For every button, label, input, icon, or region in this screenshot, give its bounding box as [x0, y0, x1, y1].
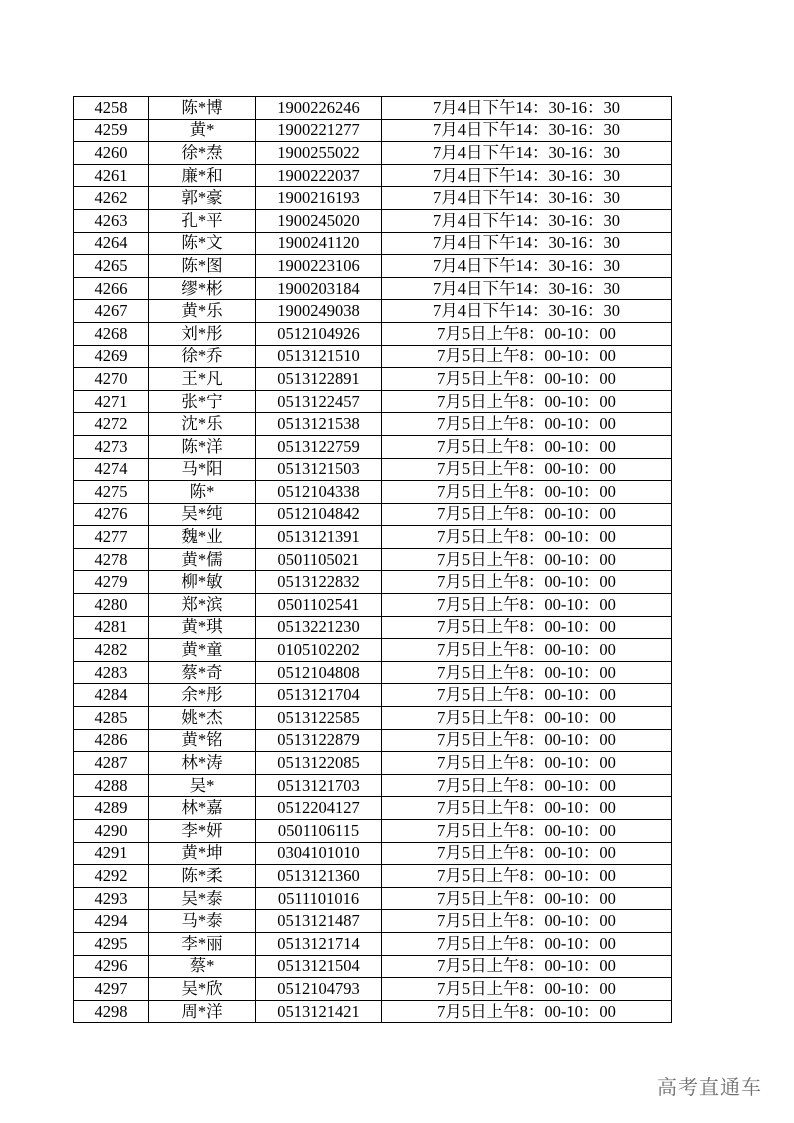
id-number-cell: 0513122832 — [256, 571, 382, 594]
row-number-cell: 4293 — [74, 887, 149, 910]
name-cell: 王*凡 — [149, 368, 256, 391]
row-number-cell: 4295 — [74, 932, 149, 955]
id-number-cell: 0513121391 — [256, 526, 382, 549]
time-slot-cell: 7月4日下午14：30-16：30 — [382, 119, 672, 142]
id-number-cell: 0513122879 — [256, 729, 382, 752]
row-number-cell: 4275 — [74, 481, 149, 504]
name-cell: 徐*乔 — [149, 345, 256, 368]
id-number-cell: 1900245020 — [256, 209, 382, 232]
id-number-cell: 0512104793 — [256, 978, 382, 1001]
id-number-cell: 0513122457 — [256, 390, 382, 413]
row-number-cell: 4287 — [74, 752, 149, 775]
name-cell: 黄*乐 — [149, 300, 256, 323]
id-number-cell: 0513121421 — [256, 1000, 382, 1023]
id-number-cell: 0512104808 — [256, 661, 382, 684]
table-row — [74, 368, 672, 391]
id-number-cell: 0513121360 — [256, 865, 382, 888]
id-number-cell: 0501102541 — [256, 594, 382, 617]
time-slot-cell: 7月5日上午8：00-10：00 — [382, 1000, 672, 1023]
id-number-cell: 0513121504 — [256, 955, 382, 978]
table-row — [74, 752, 672, 775]
time-slot-cell: 7月5日上午8：00-10：00 — [382, 978, 672, 1001]
table-row — [74, 661, 672, 684]
name-cell: 陈*图 — [149, 255, 256, 278]
id-number-cell: 1900226246 — [256, 97, 382, 120]
row-number-cell: 4281 — [74, 616, 149, 639]
name-cell: 郭*豪 — [149, 187, 256, 210]
time-slot-cell: 7月5日上午8：00-10：00 — [382, 661, 672, 684]
time-slot-cell: 7月5日上午8：00-10：00 — [382, 548, 672, 571]
name-cell: 林*嘉 — [149, 797, 256, 820]
table-row — [74, 955, 672, 978]
row-number-cell: 4277 — [74, 526, 149, 549]
name-cell: 刘*彤 — [149, 322, 256, 345]
row-number-cell: 4272 — [74, 413, 149, 436]
row-number-cell: 4283 — [74, 661, 149, 684]
time-slot-cell: 7月5日上午8：00-10：00 — [382, 390, 672, 413]
time-slot-cell: 7月5日上午8：00-10：00 — [382, 413, 672, 436]
table-row — [74, 684, 672, 707]
watermark-text: 高考直通车 — [657, 1075, 762, 1099]
name-cell: 吴* — [149, 774, 256, 797]
time-slot-cell: 7月5日上午8：00-10：00 — [382, 684, 672, 707]
table-row — [74, 255, 672, 278]
time-slot-cell: 7月5日上午8：00-10：00 — [382, 910, 672, 933]
row-number-cell: 4259 — [74, 119, 149, 142]
row-number-cell: 4296 — [74, 955, 149, 978]
row-number-cell: 4276 — [74, 503, 149, 526]
name-cell: 黄*铭 — [149, 729, 256, 752]
name-cell: 吴*纯 — [149, 503, 256, 526]
row-number-cell: 4264 — [74, 232, 149, 255]
table-row — [74, 322, 672, 345]
time-slot-cell: 7月5日上午8：00-10：00 — [382, 955, 672, 978]
time-slot-cell: 7月4日下午14：30-16：30 — [382, 300, 672, 323]
name-cell: 陈*柔 — [149, 865, 256, 888]
name-cell: 蔡*奇 — [149, 661, 256, 684]
row-number-cell: 4294 — [74, 910, 149, 933]
row-number-cell: 4266 — [74, 277, 149, 300]
table-row — [74, 209, 672, 232]
table-row — [74, 413, 672, 436]
time-slot-cell: 7月5日上午8：00-10：00 — [382, 865, 672, 888]
name-cell: 黄*琪 — [149, 616, 256, 639]
table-row — [74, 797, 672, 820]
time-slot-cell: 7月4日下午14：30-16：30 — [382, 164, 672, 187]
time-slot-cell: 7月5日上午8：00-10：00 — [382, 752, 672, 775]
row-number-cell: 4284 — [74, 684, 149, 707]
name-cell: 张*宁 — [149, 390, 256, 413]
name-cell: 陈*博 — [149, 97, 256, 120]
name-cell: 陈* — [149, 481, 256, 504]
time-slot-cell: 7月5日上午8：00-10：00 — [382, 797, 672, 820]
table-row — [74, 526, 672, 549]
row-number-cell: 4292 — [74, 865, 149, 888]
name-cell: 徐*焘 — [149, 142, 256, 165]
row-number-cell: 4279 — [74, 571, 149, 594]
time-slot-cell: 7月4日下午14：30-16：30 — [382, 187, 672, 210]
table-row — [74, 97, 672, 120]
id-number-cell: 0513121510 — [256, 345, 382, 368]
row-number-cell: 4290 — [74, 820, 149, 843]
time-slot-cell: 7月5日上午8：00-10：00 — [382, 345, 672, 368]
id-number-cell: 0512204127 — [256, 797, 382, 820]
name-cell: 吴*欣 — [149, 978, 256, 1001]
table-row — [74, 187, 672, 210]
table-row — [74, 594, 672, 617]
time-slot-cell: 7月5日上午8：00-10：00 — [382, 887, 672, 910]
id-number-cell: 0511101016 — [256, 887, 382, 910]
name-cell: 缪*彬 — [149, 277, 256, 300]
time-slot-cell: 7月5日上午8：00-10：00 — [382, 820, 672, 843]
time-slot-cell: 7月5日上午8：00-10：00 — [382, 322, 672, 345]
table-row — [74, 1000, 672, 1023]
id-number-cell: 1900221277 — [256, 119, 382, 142]
id-number-cell: 0512104842 — [256, 503, 382, 526]
table-row — [74, 729, 672, 752]
time-slot-cell: 7月5日上午8：00-10：00 — [382, 571, 672, 594]
time-slot-cell: 7月5日上午8：00-10：00 — [382, 707, 672, 730]
table-row — [74, 616, 672, 639]
table-row — [74, 910, 672, 933]
name-cell: 蔡* — [149, 955, 256, 978]
time-slot-cell: 7月4日下午14：30-16：30 — [382, 142, 672, 165]
time-slot-cell: 7月5日上午8：00-10：00 — [382, 458, 672, 481]
row-number-cell: 4274 — [74, 458, 149, 481]
row-number-cell: 4273 — [74, 435, 149, 458]
time-slot-cell: 7月5日上午8：00-10：00 — [382, 368, 672, 391]
table-row — [74, 978, 672, 1001]
table-row — [74, 865, 672, 888]
row-number-cell: 4286 — [74, 729, 149, 752]
row-number-cell: 4280 — [74, 594, 149, 617]
schedule-table — [73, 96, 672, 1023]
table-row — [74, 390, 672, 413]
id-number-cell: 0501105021 — [256, 548, 382, 571]
table-row — [74, 277, 672, 300]
table-row — [74, 345, 672, 368]
name-cell: 魏*业 — [149, 526, 256, 549]
time-slot-cell: 7月4日下午14：30-16：30 — [382, 277, 672, 300]
id-number-cell: 0513121704 — [256, 684, 382, 707]
id-number-cell: 0513122891 — [256, 368, 382, 391]
name-cell: 李*丽 — [149, 932, 256, 955]
id-number-cell: 0513221230 — [256, 616, 382, 639]
name-cell: 吴*泰 — [149, 887, 256, 910]
table-row — [74, 232, 672, 255]
name-cell: 郑*滨 — [149, 594, 256, 617]
name-cell: 姚*杰 — [149, 707, 256, 730]
table-row — [74, 481, 672, 504]
name-cell: 李*妍 — [149, 820, 256, 843]
table-row — [74, 707, 672, 730]
row-number-cell: 4278 — [74, 548, 149, 571]
row-number-cell: 4298 — [74, 1000, 149, 1023]
time-slot-cell: 7月5日上午8：00-10：00 — [382, 435, 672, 458]
name-cell: 黄*童 — [149, 639, 256, 662]
time-slot-cell: 7月4日下午14：30-16：30 — [382, 97, 672, 120]
table-row — [74, 820, 672, 843]
row-number-cell: 4297 — [74, 978, 149, 1001]
table-row — [74, 119, 672, 142]
row-number-cell: 4271 — [74, 390, 149, 413]
table-row — [74, 932, 672, 955]
time-slot-cell: 7月5日上午8：00-10：00 — [382, 616, 672, 639]
name-cell: 余*彤 — [149, 684, 256, 707]
schedule-table-body — [74, 97, 672, 1023]
id-number-cell: 0513122585 — [256, 707, 382, 730]
name-cell: 黄* — [149, 119, 256, 142]
id-number-cell: 0513121538 — [256, 413, 382, 436]
id-number-cell: 0513121714 — [256, 932, 382, 955]
name-cell: 沈*乐 — [149, 413, 256, 436]
row-number-cell: 4258 — [74, 97, 149, 120]
id-number-cell: 1900216193 — [256, 187, 382, 210]
id-number-cell: 0513121487 — [256, 910, 382, 933]
table-row — [74, 300, 672, 323]
table-row — [74, 639, 672, 662]
row-number-cell: 4270 — [74, 368, 149, 391]
id-number-cell: 1900241120 — [256, 232, 382, 255]
row-number-cell: 4269 — [74, 345, 149, 368]
table-row — [74, 142, 672, 165]
table-row — [74, 887, 672, 910]
row-number-cell: 4288 — [74, 774, 149, 797]
id-number-cell: 0501106115 — [256, 820, 382, 843]
row-number-cell: 4261 — [74, 164, 149, 187]
table-row — [74, 164, 672, 187]
row-number-cell: 4260 — [74, 142, 149, 165]
table-row — [74, 503, 672, 526]
name-cell: 黄*坤 — [149, 842, 256, 865]
time-slot-cell: 7月5日上午8：00-10：00 — [382, 639, 672, 662]
time-slot-cell: 7月5日上午8：00-10：00 — [382, 774, 672, 797]
table-row — [74, 571, 672, 594]
table-row — [74, 842, 672, 865]
time-slot-cell: 7月5日上午8：00-10：00 — [382, 594, 672, 617]
name-cell: 柳*敏 — [149, 571, 256, 594]
table-row — [74, 548, 672, 571]
id-number-cell: 0304101010 — [256, 842, 382, 865]
table-row — [74, 458, 672, 481]
time-slot-cell: 7月5日上午8：00-10：00 — [382, 729, 672, 752]
time-slot-cell: 7月5日上午8：00-10：00 — [382, 932, 672, 955]
id-number-cell: 0513122085 — [256, 752, 382, 775]
name-cell: 周*洋 — [149, 1000, 256, 1023]
row-number-cell: 4268 — [74, 322, 149, 345]
id-number-cell: 1900222037 — [256, 164, 382, 187]
id-number-cell: 0105102202 — [256, 639, 382, 662]
id-number-cell: 0513122759 — [256, 435, 382, 458]
id-number-cell: 1900203184 — [256, 277, 382, 300]
name-cell: 马*泰 — [149, 910, 256, 933]
id-number-cell: 0513121503 — [256, 458, 382, 481]
time-slot-cell: 7月5日上午8：00-10：00 — [382, 526, 672, 549]
row-number-cell: 4263 — [74, 209, 149, 232]
name-cell: 廉*和 — [149, 164, 256, 187]
time-slot-cell: 7月4日下午14：30-16：30 — [382, 209, 672, 232]
row-number-cell: 4289 — [74, 797, 149, 820]
name-cell: 黄*儒 — [149, 548, 256, 571]
id-number-cell: 1900223106 — [256, 255, 382, 278]
time-slot-cell: 7月5日上午8：00-10：00 — [382, 481, 672, 504]
time-slot-cell: 7月5日上午8：00-10：00 — [382, 842, 672, 865]
id-number-cell: 1900249038 — [256, 300, 382, 323]
id-number-cell: 1900255022 — [256, 142, 382, 165]
id-number-cell: 0512104338 — [256, 481, 382, 504]
time-slot-cell: 7月4日下午14：30-16：30 — [382, 255, 672, 278]
row-number-cell: 4265 — [74, 255, 149, 278]
name-cell: 马*阳 — [149, 458, 256, 481]
table-row — [74, 435, 672, 458]
time-slot-cell: 7月5日上午8：00-10：00 — [382, 503, 672, 526]
id-number-cell: 0512104926 — [256, 322, 382, 345]
row-number-cell: 4267 — [74, 300, 149, 323]
name-cell: 孔*平 — [149, 209, 256, 232]
table-row — [74, 774, 672, 797]
id-number-cell: 0513121703 — [256, 774, 382, 797]
row-number-cell: 4285 — [74, 707, 149, 730]
name-cell: 陈*洋 — [149, 435, 256, 458]
time-slot-cell: 7月4日下午14：30-16：30 — [382, 232, 672, 255]
name-cell: 林*涛 — [149, 752, 256, 775]
row-number-cell: 4262 — [74, 187, 149, 210]
row-number-cell: 4282 — [74, 639, 149, 662]
name-cell: 陈*文 — [149, 232, 256, 255]
row-number-cell: 4291 — [74, 842, 149, 865]
